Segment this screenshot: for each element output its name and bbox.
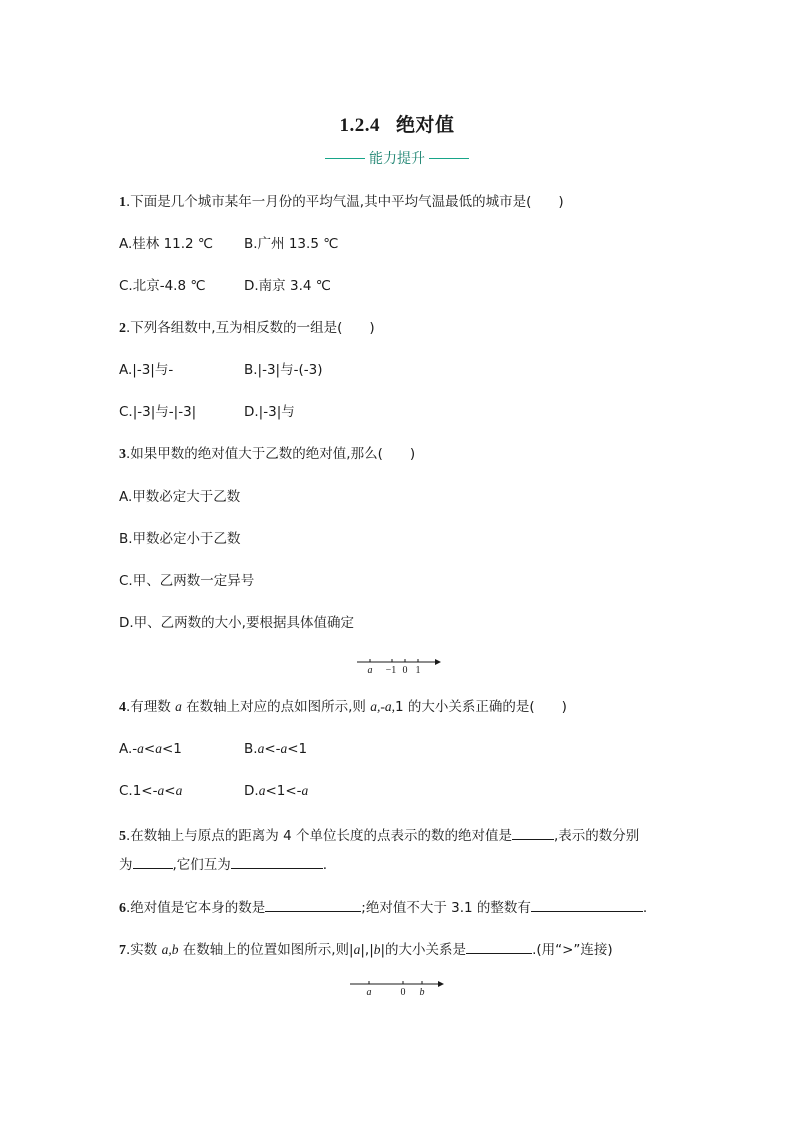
stem-part: |的大小关系是 <box>380 942 467 958</box>
question-3-option-d: D.甲、乙两数的大小,要根据具体值确定 <box>119 615 354 631</box>
question-3-option-a: A.甲数必定大于乙数 <box>119 489 241 505</box>
answer-blank-relation[interactable] <box>231 854 323 869</box>
label-a: a <box>367 665 373 676</box>
question-text: .下面是几个城市某年一月份的平均气温,其中平均气温最低的城市是( ) <box>126 194 564 210</box>
subtitle-rule-right <box>429 158 469 159</box>
variable-a: a <box>353 942 361 957</box>
label-0: 0 <box>402 665 408 676</box>
option-d: D.南京 3.4 ℃ <box>244 278 331 294</box>
variables: a,-a, <box>370 699 395 714</box>
question-4-options-row2 <box>119 782 308 800</box>
label-0: 0 <box>400 987 406 998</box>
question-number: 7 <box>119 943 126 958</box>
question-3-option-b: B.甲数必定小于乙数 <box>119 531 241 547</box>
option-b: B.|-3|与-(-3) <box>244 362 323 378</box>
option-b: B.a<-a<1 <box>244 741 308 757</box>
stem-part: 1 的大小关系正确的是( ) <box>394 699 567 715</box>
answer-blank-self[interactable] <box>265 897 361 912</box>
question-3-stem <box>119 445 415 464</box>
variable-b: b <box>373 942 381 957</box>
option-c: C.1<-a<a <box>119 783 183 799</box>
section-title: 绝对值 <box>395 114 455 136</box>
label-a: a <box>366 987 372 998</box>
question-text: .下列各组数中,互为相反数的一组是( ) <box>126 320 375 336</box>
answer-blank-integers[interactable] <box>531 897 643 912</box>
question-text: .如果甲数的绝对值大于乙数的绝对值,那么( ) <box>126 446 416 462</box>
option-a: A.-a<a<1 <box>119 741 182 757</box>
stem-part: .(用“>”连接) <box>532 942 613 958</box>
option-a: A.桂林 11.2 ℃ <box>119 236 214 252</box>
axis-arrow <box>435 659 441 665</box>
stem-part: 在数轴上对应的点如图所示,则 <box>181 699 371 715</box>
question-number: 2 <box>119 321 126 336</box>
option-c: C.北京-4.8 ℃ <box>119 278 206 294</box>
option-d: D.a<1<-a <box>244 783 309 799</box>
answer-blank-order[interactable] <box>466 939 532 954</box>
subtitle-rule-left <box>325 158 365 159</box>
stem-part: ;绝对值不大于 3.1 的整数有 <box>361 900 531 916</box>
number-line-q4 <box>355 654 445 676</box>
question-number: 1 <box>119 195 126 210</box>
variable-a: a <box>175 699 182 714</box>
page-title <box>0 110 794 137</box>
option-d: D.|-3|与 <box>244 404 295 420</box>
stem-part: . <box>322 857 328 873</box>
label-b: b <box>419 987 425 998</box>
number-line-svg <box>355 654 445 676</box>
question-1-options-row1 <box>119 235 338 253</box>
label-1: 1 <box>415 665 421 676</box>
option-b: B.广州 13.5 ℃ <box>244 236 339 252</box>
question-1-stem <box>119 193 564 212</box>
stem-part: 在数轴上的位置如图所示,则| <box>178 942 354 958</box>
stem-part: 为 <box>119 857 133 873</box>
number-line-q7 <box>348 976 448 998</box>
question-number: 4 <box>119 700 126 715</box>
question-number: 5 <box>119 829 126 844</box>
question-5-line2 <box>119 854 327 874</box>
subtitle-text: 能力提升 <box>369 151 425 167</box>
axis-arrow <box>438 981 444 987</box>
answer-blank-abs-value[interactable] <box>512 825 554 840</box>
question-number: 3 <box>119 447 126 462</box>
option-c: C.|-3|与-|-3| <box>119 404 197 420</box>
question-4-stem <box>119 698 567 717</box>
answer-blank-numbers[interactable] <box>133 854 173 869</box>
stem-part: ,表示的数分别 <box>553 828 640 844</box>
question-2-options-row1 <box>119 361 322 379</box>
stem-part: . <box>642 900 648 916</box>
stem-part: .在数轴上与原点的距离为 4 个单位长度的点表示的数的绝对值是 <box>126 828 512 844</box>
label-neg1: −1 <box>385 665 397 676</box>
stem-part: .绝对值是它本身的数是 <box>126 900 266 916</box>
question-number: 6 <box>119 901 126 916</box>
question-6 <box>119 897 647 918</box>
question-5-line1 <box>119 825 639 846</box>
stem-part: ,它们互为 <box>172 857 231 873</box>
stem-part: .有理数 <box>126 699 176 715</box>
variables: a,b <box>161 942 179 957</box>
number-line-svg <box>348 976 448 998</box>
section-number: 1.2.4 <box>339 115 380 136</box>
question-4-options-row1 <box>119 740 307 758</box>
stem-part: |,| <box>360 942 374 958</box>
subtitle <box>0 148 794 168</box>
question-3-option-c: C.甲、乙两数一定异号 <box>119 573 255 589</box>
question-7 <box>119 939 613 960</box>
question-2-options-row2 <box>119 403 295 421</box>
option-a: A.|-3|与- <box>119 362 174 378</box>
stem-part: .实数 <box>126 942 162 958</box>
question-1-options-row2 <box>119 277 331 295</box>
question-2-stem <box>119 319 375 338</box>
